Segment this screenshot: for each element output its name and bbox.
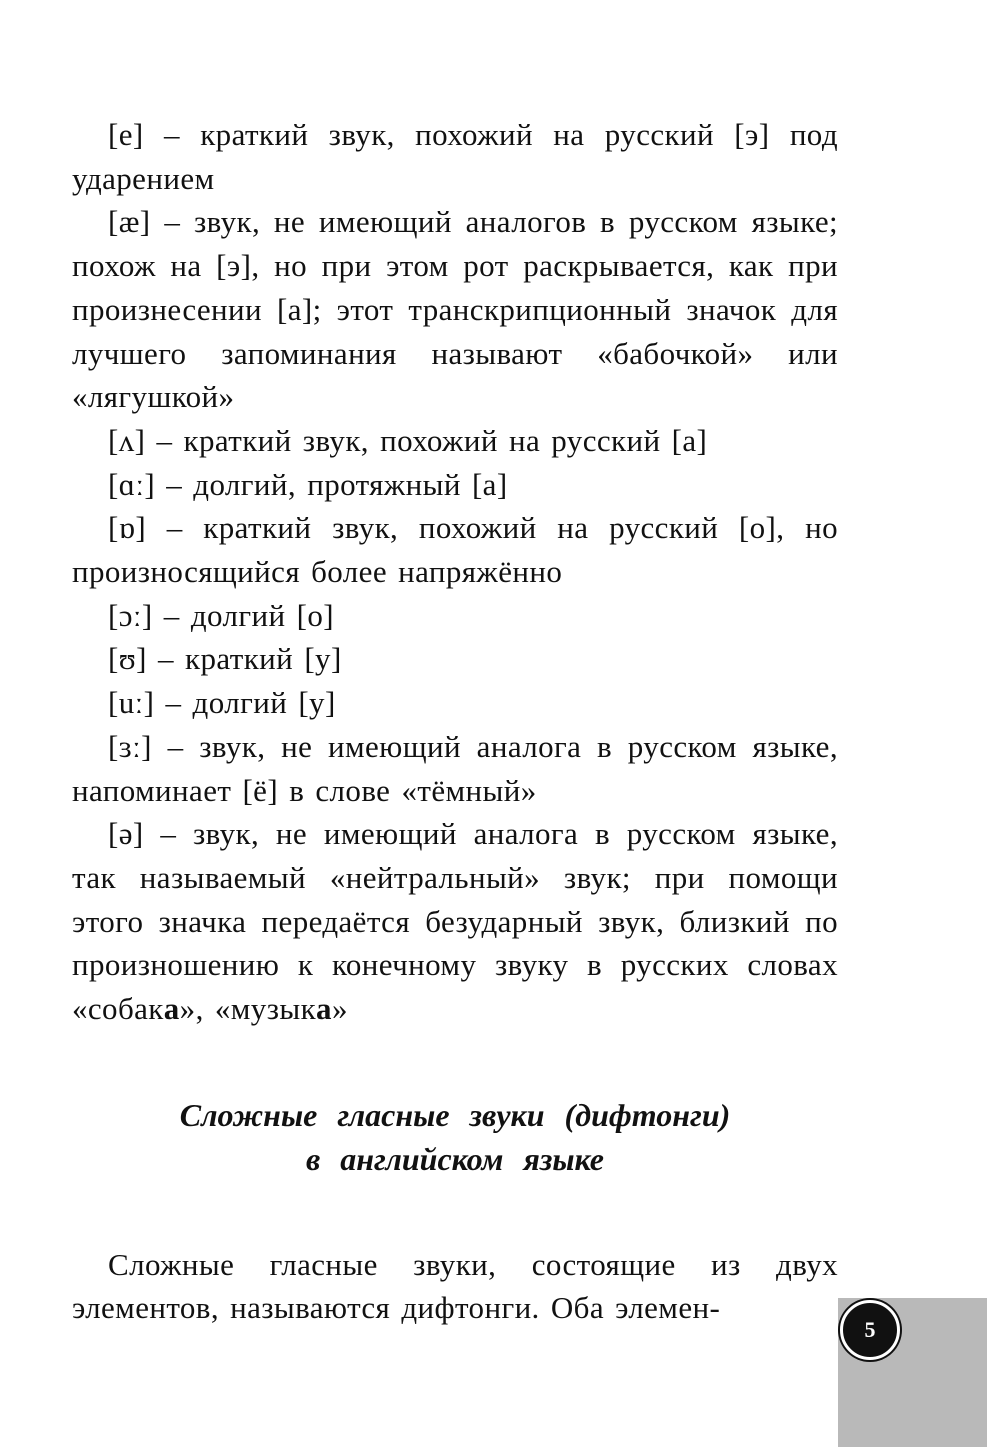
section-heading	[72, 1093, 838, 1181]
section-heading-line-2: в английском языке	[305, 1140, 604, 1177]
schwa-text-middle: », «музык	[179, 991, 317, 1027]
paragraph-schwa	[72, 812, 838, 1031]
paragraph-long-a: [ɑː] – долгий, протяжный [a]	[108, 466, 508, 502]
paragraph-e: [e] – краткий звук, похожий на русский [э] под ударением	[72, 117, 838, 196]
paragraph-long-u: [uː] – долгий [y]	[108, 685, 336, 721]
paragraph-ae: [æ] – звук, не имеющий аналогов в русском языке; похож на [э], но при этом рот раскрывается, как при произнесении [a]; этот транскрипционный значок для лучшего запоминания называют «бабочкой» или «лягушкой»	[72, 204, 838, 415]
paragraph-long-o: [ɔː] – долгий [o]	[108, 597, 334, 633]
paragraph-short-u: [ʊ] – краткий [y]	[108, 641, 342, 677]
paragraph-short-o: [ɒ] – краткий звук, похожий на русский [o], но произносящийся более напряжённо	[72, 510, 838, 590]
schwa-bold-letter-2: а	[316, 991, 332, 1027]
schwa-bold-letter-1: а	[163, 991, 180, 1027]
page-number-badge: 5	[840, 1300, 900, 1360]
paragraph-er: [ɜː] – звук, не имеющий аналога в русском языке, напоминает [ё] в слове «тёмный»	[72, 728, 838, 808]
intro-paragraph: Сложные гласные звуки, состоящие из двух элементов, называются дифтонги. Оба элемен-	[72, 1246, 838, 1326]
page-content	[72, 113, 838, 1330]
section-heading-line-1: Сложные гласные звуки (дифтонги)	[179, 1096, 731, 1133]
paragraph-wedge: [ʌ] – краткий звук, похожий на русский [a]	[108, 422, 708, 458]
schwa-text-after: »	[331, 991, 348, 1027]
schwa-text-before: [ə] – звук, не имеющий аналога в русском языке, так называемый «нейтральный» звук; при помощи этого значка передаётся безударный звук, близкий по произношению к конечному звуку в русских словах «собак	[72, 816, 838, 1027]
